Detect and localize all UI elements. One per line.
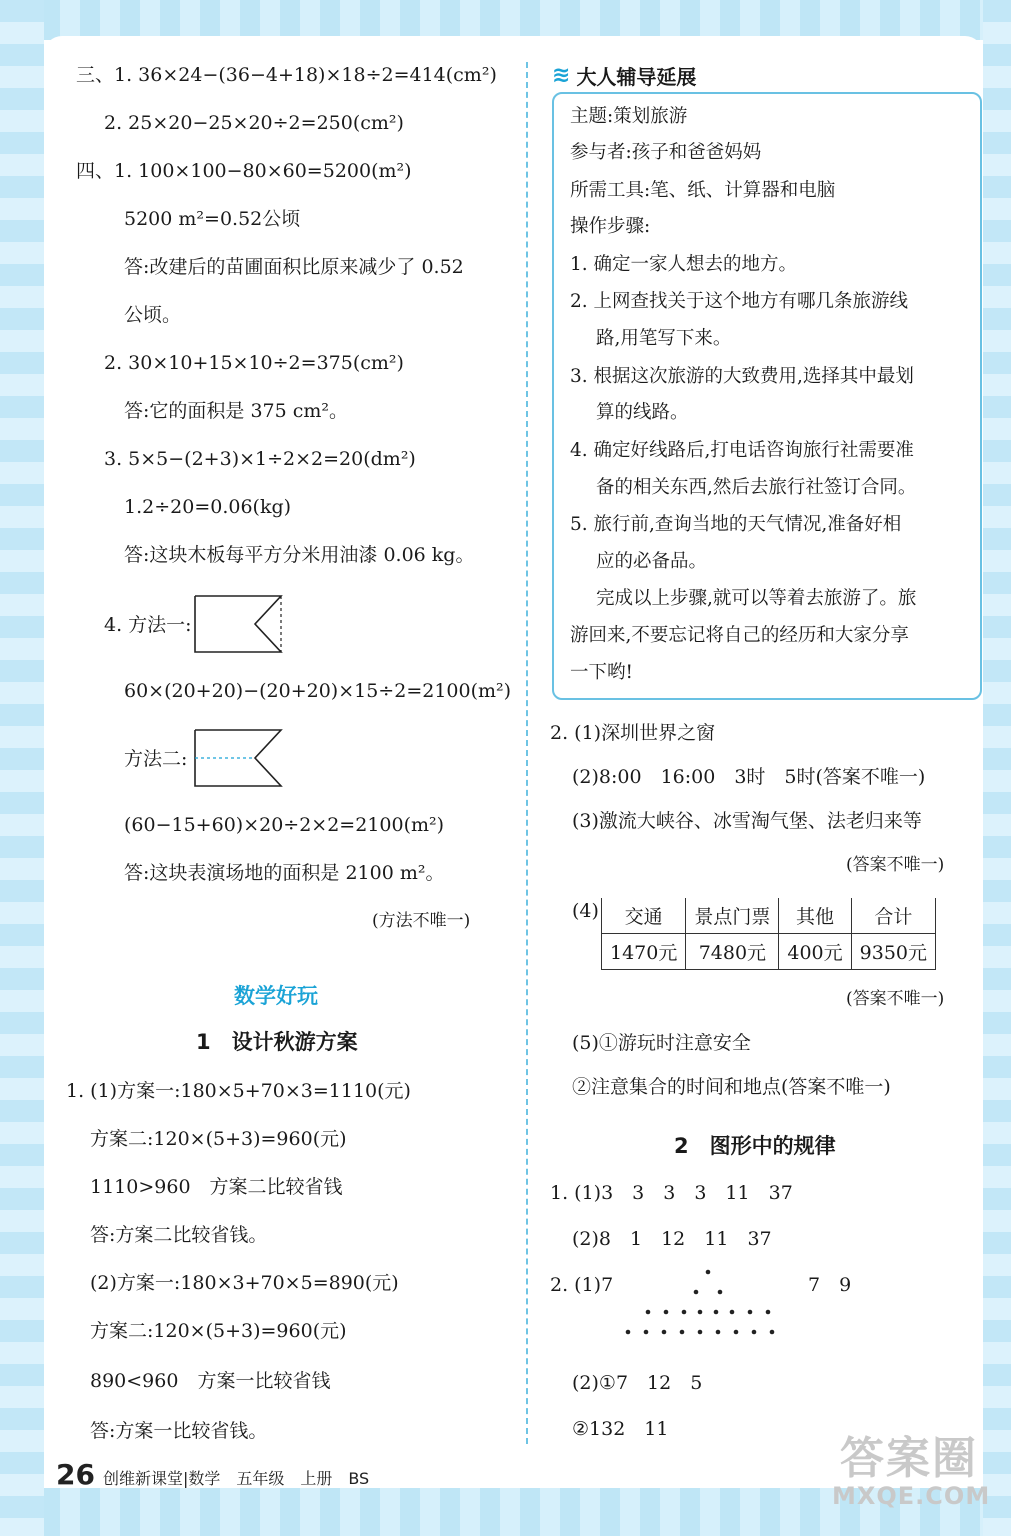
answer-4-4-method1-label: 4. 方法一: (104, 614, 192, 636)
trip-2-4-note: (答案不唯一) (846, 989, 945, 1009)
pattern-1-2: (2)8 1 12 11 37 (572, 1228, 772, 1250)
dot-triangle-figure (620, 1264, 790, 1348)
guide-conclusion-1: 完成以上步骤,就可以等着去旅游了。旅 (596, 588, 917, 609)
trip-2-3-note: (答案不唯一) (846, 855, 945, 875)
guide-step-1: 1. 确定一家人想去的地方。 (570, 254, 798, 275)
trip-2-4-label: (4) (572, 900, 599, 922)
answer-3-1: 三、1. 36×24−(36−4+18)×18÷2=414(cm²) (76, 64, 497, 86)
answer-3-2: 2. 25×20−25×20÷2=250(cm²) (104, 112, 404, 134)
trip-1-1-plan1: 1. (1)方案一:180×5+70×3=1110(元) (66, 1080, 411, 1102)
answer-4-4-reply: 答:这块表演场地的面积是 2100 m²。 (124, 862, 445, 884)
page-footer (56, 1458, 369, 1491)
answer-4-2: 2. 30×10+15×10÷2=375(cm²) (104, 352, 404, 374)
guide-participants: 参与者:孩子和爸爸妈妈 (570, 142, 762, 163)
answer-4-1-convert: 5200 m²=0.52公顷 (124, 208, 301, 230)
cost-value-other: 400元 (779, 934, 851, 970)
answer-4-4-note: (方法不唯一) (372, 911, 471, 931)
guide-step-2: 2. 上网查找关于这个地方有哪几条旅游线 (570, 291, 909, 312)
answer-4-4-method2-label: 方法二: (124, 748, 188, 770)
answer-4-1-reply: 答:改建后的苗圃面积比原来减少了 0.52 (124, 256, 464, 278)
trip-2-1: 2. (1)深圳世界之窗 (550, 722, 716, 744)
answer-4-4-method2-calc: (60−15+60)×20÷2×2=2100(m²) (124, 814, 445, 836)
trip-2-2: (2)8:00 16:00 3时 5时(答案不唯一) (572, 766, 926, 788)
cost-value-transport: 1470元 (602, 934, 686, 970)
guide-step-4-cont: 备的相关东西,然后去旅行社签订合同。 (596, 477, 917, 498)
cost-header-other: 其他 (779, 898, 851, 934)
watermark-url: MXQE.COM (832, 1482, 991, 1510)
answer-4-2-reply: 答:它的面积是 375 cm²。 (124, 400, 349, 422)
decorative-border-right (983, 0, 1011, 1536)
guide-step-3-cont: 算的线路。 (596, 402, 689, 423)
guide-step-3: 3. 根据这次旅游的大致费用,选择其中最划 (570, 366, 914, 387)
guide-step-4: 4. 确定好线路后,打电话咨询旅行社需要准 (570, 440, 914, 461)
pattern-1-1: 1. (1)3 3 3 3 11 37 (550, 1182, 793, 1204)
pattern-2-1-answers: 7 9 (808, 1274, 852, 1296)
pattern-2-1: 2. (1)7 (550, 1274, 614, 1296)
method1-figure (193, 594, 285, 656)
trip-1-2-compare: 890<960 方案一比较省钱 (90, 1370, 331, 1392)
trip-2-5b: ②注意集合的时间和地点(答案不唯一) (572, 1076, 891, 1098)
parent-guide-title: 大人辅导延展 (576, 64, 697, 89)
cost-table-value-row (602, 934, 936, 970)
watermark-logo: 答案圈 (840, 1433, 978, 1484)
page-number: 26 (56, 1458, 95, 1491)
cost-table (601, 898, 936, 970)
trip-1-1-compare: 1110>960 方案二比较省钱 (90, 1176, 343, 1198)
pattern-2-2: (2)①7 12 5 (572, 1372, 703, 1394)
parent-guide-box (552, 92, 982, 700)
topic-title-autumn-trip: 1 设计秋游方案 (196, 1030, 358, 1054)
column-divider (526, 62, 528, 1444)
pattern-2-2b: ②132 11 (572, 1418, 669, 1440)
cost-table-header-row (602, 898, 936, 934)
wave-icon: ≋ (552, 62, 571, 88)
trip-1-2-plan2: 方案二:120×(5+3)=960(元) (90, 1320, 347, 1342)
guide-tools: 所需工具:笔、纸、计算器和电脑 (570, 180, 836, 201)
guide-conclusion-2: 游回来,不要忘记将自己的经历和大家分享 (570, 625, 909, 646)
section-title-fun-math: 数学好玩 (234, 984, 318, 1008)
cost-header-transport: 交通 (602, 898, 686, 934)
cost-value-total: 9350元 (851, 934, 935, 970)
answer-4-3: 3. 5×5−(2+3)×1÷2×2=20(dm²) (104, 448, 416, 470)
trip-2-5: (5)①游玩时注意安全 (572, 1032, 751, 1054)
answer-4-1: 四、1. 100×100−80×60=5200(m²) (76, 160, 412, 182)
decorative-border-left (0, 0, 44, 1536)
answer-4-3-calc: 1.2÷20=0.06(kg) (124, 496, 292, 518)
decorative-border-top (0, 0, 1011, 40)
trip-1-2-plan1: (2)方案一:180×3+70×5=890(元) (90, 1272, 399, 1294)
cost-value-tickets: 7480元 (686, 934, 779, 970)
cost-header-tickets: 景点门票 (686, 898, 779, 934)
watermark (832, 1420, 1002, 1520)
answer-4-3-reply: 答:这块木板每平方分米用油漆 0.06 kg。 (124, 544, 475, 566)
trip-1-2-reply: 答:方案一比较省钱。 (90, 1420, 268, 1442)
cost-header-total: 合计 (851, 898, 935, 934)
guide-theme: 主题:策划旅游 (570, 106, 688, 127)
trip-2-3: (3)激流大峡谷、冰雪淘气堡、法老归来等 (572, 810, 922, 832)
parent-guide-header (552, 60, 696, 90)
footer-book-info: 创维新课堂|数学 五年级 上册 BS (102, 1469, 370, 1488)
topic-title-patterns: 2 图形中的规律 (674, 1134, 836, 1158)
guide-step-5-cont: 应的必备品。 (596, 551, 708, 572)
guide-step-5: 5. 旅行前,查询当地的天气情况,准备好相 (570, 514, 902, 535)
guide-conclusion-3: 一下哟! (570, 662, 633, 683)
method2-figure (193, 728, 285, 790)
answer-4-4-method1-calc: 60×(20+20)−(20+20)×15÷2=2100(m²) (124, 680, 512, 702)
answer-4-1-reply-cont: 公顷。 (124, 304, 182, 326)
guide-steps-label: 操作步骤: (570, 216, 651, 237)
trip-1-1-plan2: 方案二:120×(5+3)=960(元) (90, 1128, 347, 1150)
guide-step-2-cont: 路,用笔写下来。 (596, 328, 732, 349)
trip-1-1-reply: 答:方案二比较省钱。 (90, 1224, 268, 1246)
